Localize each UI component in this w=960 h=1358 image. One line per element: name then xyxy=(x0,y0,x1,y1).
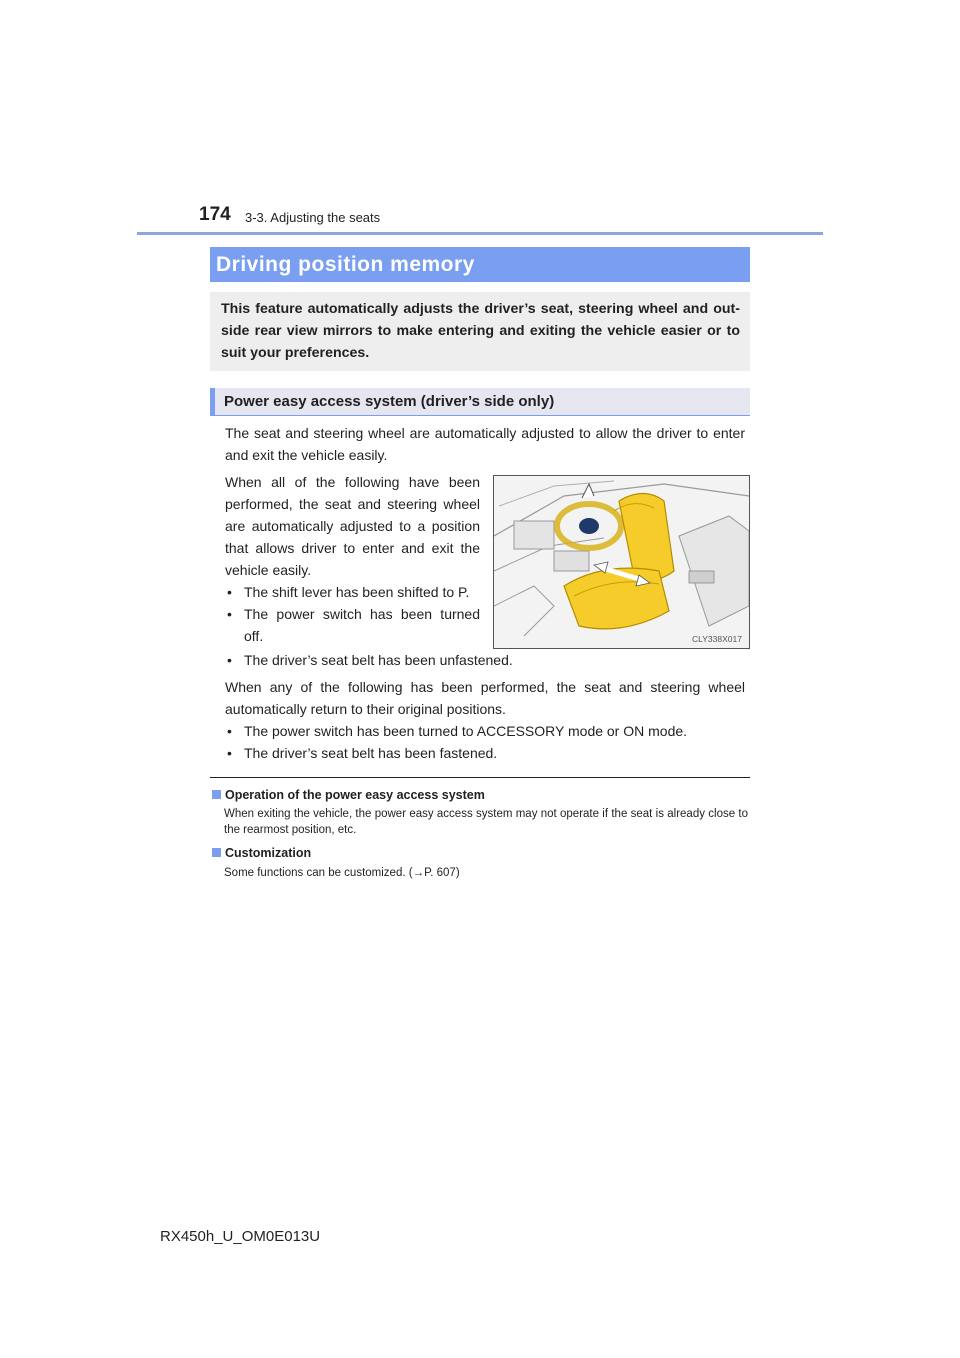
seat-illustration-svg xyxy=(494,476,749,648)
square-bullet-icon xyxy=(212,848,221,857)
list-item-text: The driver’s seat belt has been unfastened. xyxy=(244,652,513,668)
subsection-heading: Power easy access system (driver’s side only) xyxy=(210,388,750,416)
notes-divider xyxy=(210,777,750,778)
bullet-dot: • xyxy=(227,652,232,668)
document-code: RX450h_U_OM0E013U xyxy=(160,1228,321,1245)
bullet-dot: • xyxy=(227,606,232,622)
list-item xyxy=(227,720,747,742)
list-item-text: The driver’s seat belt has been fastened. xyxy=(244,745,498,761)
paragraph-adjust-conditions: When all of the following have been performed, the seat and steering wheel are automatically adjusted to a position that allows driver to enter and exit the vehicle easily. xyxy=(225,474,480,578)
paragraph-return-conditions: When any of the following has been performed, the seat and steering wheel automatically return to their original positions. xyxy=(225,679,745,717)
section-label: 3-3. Adjusting the seats xyxy=(245,210,381,225)
header-rule xyxy=(137,232,823,235)
note-block xyxy=(212,846,748,881)
list-item-text: The shift lever has been shifted to P. xyxy=(244,584,470,600)
seat-illustration xyxy=(493,475,750,649)
bullet-dot: • xyxy=(227,745,232,761)
list-item xyxy=(227,581,482,603)
note-heading-text: Operation of the power easy access system xyxy=(225,788,485,802)
list-item xyxy=(227,603,482,647)
page-title: Driving position memory xyxy=(210,247,750,282)
figure-code: CLY338X017 xyxy=(692,634,742,644)
square-bullet-icon xyxy=(212,790,221,799)
note-text: Some functions can be customized. (→P. 607) xyxy=(224,867,460,879)
page-number: 174 xyxy=(199,204,231,225)
paragraph-intro: The seat and steering wheel are automatically adjusted to allow the driver to enter and exit the vehicle easily. xyxy=(225,425,745,463)
note-heading xyxy=(212,788,748,802)
list-item xyxy=(227,742,747,764)
list-item-text: The power switch has been turned to ACCESSORY mode or ON mode. xyxy=(244,723,688,739)
intro-box: This feature automatically adjusts the driver’s seat, steering wheel and out-side rear view mirrors to make entering and exiting the vehicle easier or to suit your preferences. xyxy=(210,292,750,371)
list-item xyxy=(227,649,747,671)
note-heading xyxy=(212,846,748,860)
bullet-dot: • xyxy=(227,723,232,739)
note-block xyxy=(212,788,748,838)
note-text: When exiting the vehicle, the power easy access system may not operate if the seat is already close to the rearmost position, etc. xyxy=(224,808,748,836)
bullet-dot: • xyxy=(227,584,232,600)
list-item-text: The power switch has been turned off. xyxy=(244,606,480,644)
note-heading-text: Customization xyxy=(225,846,312,860)
